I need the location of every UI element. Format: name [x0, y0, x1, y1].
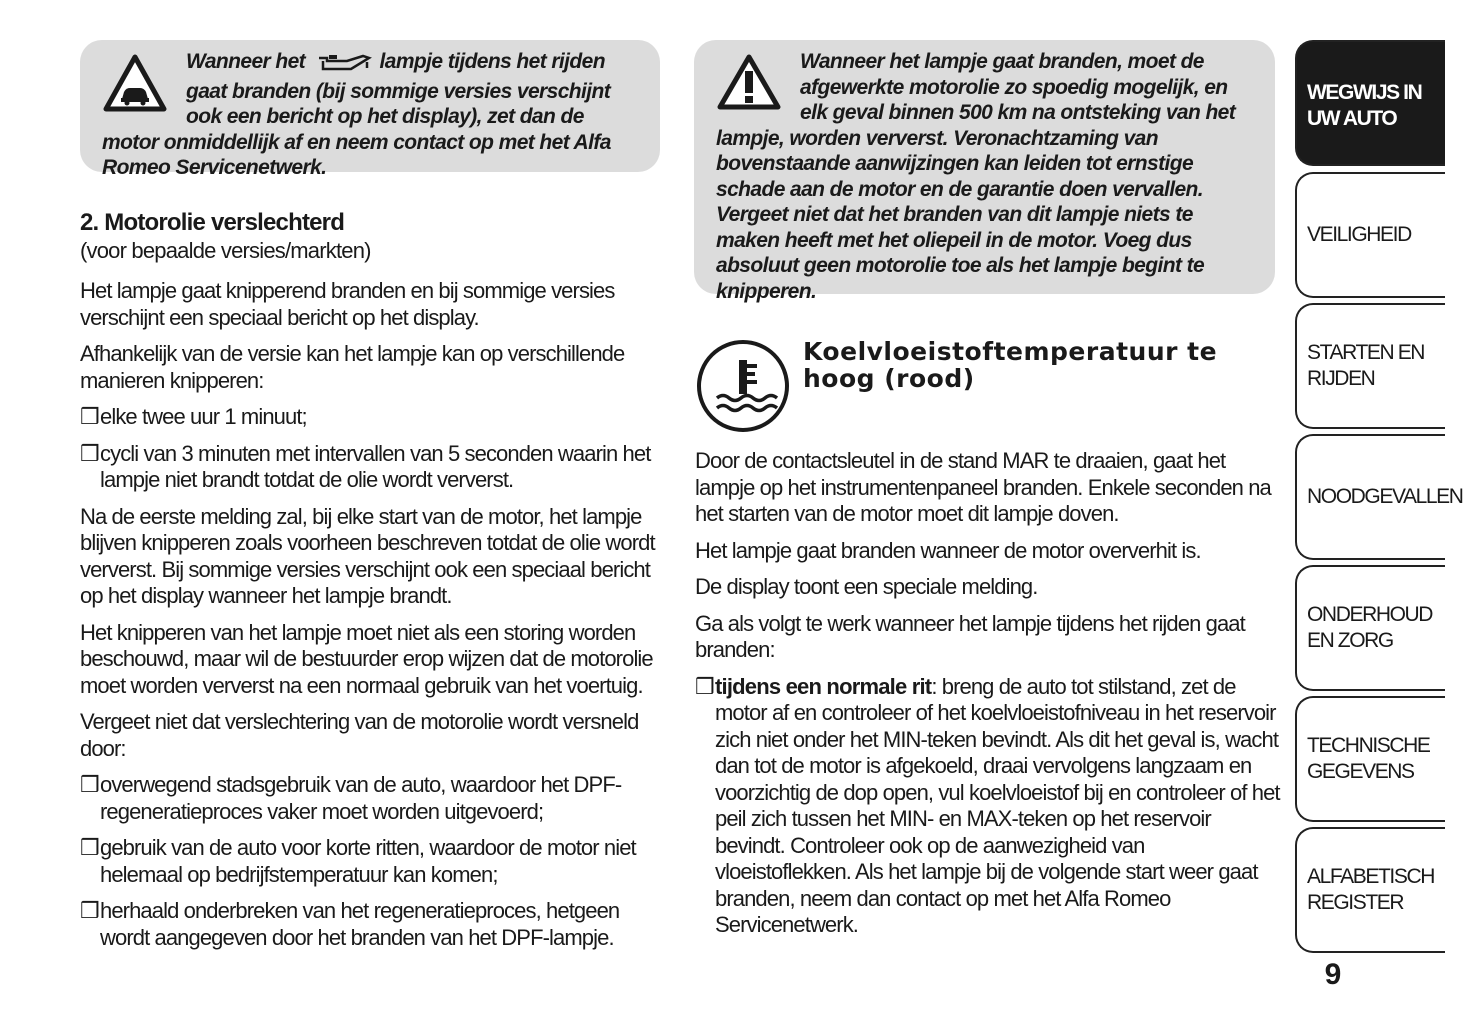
bullet-box-icon: ❒ [80, 835, 99, 860]
warning-triangle-icon [716, 53, 782, 118]
list-item: ❒herhaald onderbreken van het regeneratieproces, hetgeen wordt aangegeven door het branden van het DPF-lampje. [80, 898, 620, 950]
list-item: ❒elke twee uur 1 minuut; [80, 404, 307, 429]
coolant-heading [695, 338, 1280, 438]
bullet-box-icon: ❒ [80, 772, 99, 797]
tab-starten-en-rijden[interactable]: STARTEN EN RIJDEN [1295, 303, 1445, 429]
paragraph: Na de eerste melding zal, bij elke start van de motor, het lampje blijven knipperen zoals voorheen beschreven totdat de olie wordt ververst. Bij sommige versies verschijnt ook een speciaal bericht op het display wanneer het lampje brandt. [80, 503, 655, 608]
list-item: ❒overwegend stadsgebruik van de auto, waardoor het DPF-regeneratieproces vaker moet worden uitgevoerd; [80, 772, 622, 824]
tab-alfabetisch-register[interactable]: ALFABETISCH REGISTER [1295, 827, 1445, 953]
warning-text-pre: Wanneer het [186, 50, 306, 73]
section-subtitle: (voor bepaalde versies/markten) [80, 238, 371, 263]
car-warning-triangle-icon [102, 53, 168, 120]
warning2-text: Wanneer het lampje gaat branden, moet de afgewerkte motorolie zo spoedig mogelijk, en elk geval binnen 500 km na ontsteking van het lampje, worden ververst. Veronachtzaming van bovenstaande aanwijzingen kan leiden tot ernstige schade aan de motor en de garantie doen vervallen. Vergeet niet dat het branden van dit lampje niets te maken heeft met het oliepeil in de motor. Voeg dus absoluut geen motorolie toe als het lampje begint te knipperen. [716, 50, 1236, 303]
warning-box-oil [80, 40, 660, 179]
bullet-box-icon: ❒ [80, 898, 99, 923]
tab-noodgevallen[interactable]: NOODGEVALLEN [1295, 434, 1445, 560]
tab-technische-gegevens[interactable]: TECHNISCHE GEGEVENS [1295, 696, 1445, 822]
paragraph: Afhankelijk van de versie kan het lampje kan op verschillende manieren knipperen: [80, 341, 625, 393]
bullet-box-icon: ❒ [80, 440, 99, 466]
page-number: 9 [1324, 958, 1342, 991]
list-item: ❒tijdens een normale rit: breng de auto tot stilstand, zet de motor af en controleer of het koelvloeistofniveau in het reservoir zich niet onder het MIN-teken bevindt. Als dit het geval is, wacht dan tot de motor is afgekoeld, draai vervolgens langzaam en voorzichtig de dop open, vul koelvloeistof bij en controleer of het peil zich tussen het MIN- en MAX-teken op het reservoir bevindt. Controleer ook op de aanwezigheid van vloeistoflekken. Als het lampje bij de volgende start weer gaat branden, neem dan contact op met het Alfa Romeo Servicenetwerk. [695, 673, 1280, 937]
paragraph: Ga als volgt te werk wanneer het lampje tijdens het rijden gaat branden: [695, 610, 1245, 662]
section-title: 2. Motorolie verslechterd [80, 209, 345, 236]
paragraph: Het lampje gaat knipperend branden en bij sommige versies verschijnt een speciaal bericht op het display. [80, 278, 615, 330]
coolant-title: Koelvloeistoftemperatuur te hoog (rood) [803, 337, 1218, 393]
warning-box-oil-change [694, 40, 1275, 303]
coolant-temperature-icon [695, 338, 791, 439]
paragraph: Vergeet niet dat verslechtering van de motorolie wordt versneld door: [80, 709, 639, 761]
right-column [695, 448, 1280, 949]
tab-wegwijs[interactable]: WEGWIJS IN UW AUTO [1295, 40, 1445, 166]
bullet-box-icon: ❒ [80, 404, 99, 429]
paragraph: De display toont een speciale melding. [695, 574, 1038, 599]
warning-text-post: lampje tijdens het rijden gaat branden (bij sommige versies verschijnt ook een bericht op het display), zet dan de motor onmiddellijk af en neem contact op met het Alfa Romeo Servicenetwerk. [102, 50, 611, 179]
list-item: ❒cycli van 3 minuten met intervallen van 5 seconden waarin het lampje niet brandt totdat de olie wordt ververst. [80, 440, 651, 492]
paragraph: Het knipperen van het lampje moet niet als een storing worden beschouwd, maar wil de bestuurder erop wijzen dat de motorolie moet worden ververst na een normaal gebruik van het voertuig. [80, 619, 653, 698]
paragraph: Door de contactsleutel in de stand MAR te draaien, gaat het lampje op het instrumentenpaneel branden. Enkele seconden na het starten van de motor moet dit lampje doven. [695, 448, 1271, 526]
tab-veiligheid[interactable]: VEILIGHEID [1295, 172, 1445, 298]
tab-onderhoud-en-zorg[interactable]: ONDERHOUD EN ZORG [1295, 565, 1445, 691]
list-item: ❒gebruik van de auto voor korte ritten, waardoor de motor niet helemaal op bedrijfstemperatuur kan komen; [80, 835, 636, 887]
left-column [80, 208, 665, 961]
bullet-box-icon: ❒ [695, 673, 714, 699]
paragraph: Het lampje gaat branden wanneer de motor oververhit is. [695, 537, 1201, 563]
oil-can-icon [313, 52, 371, 79]
